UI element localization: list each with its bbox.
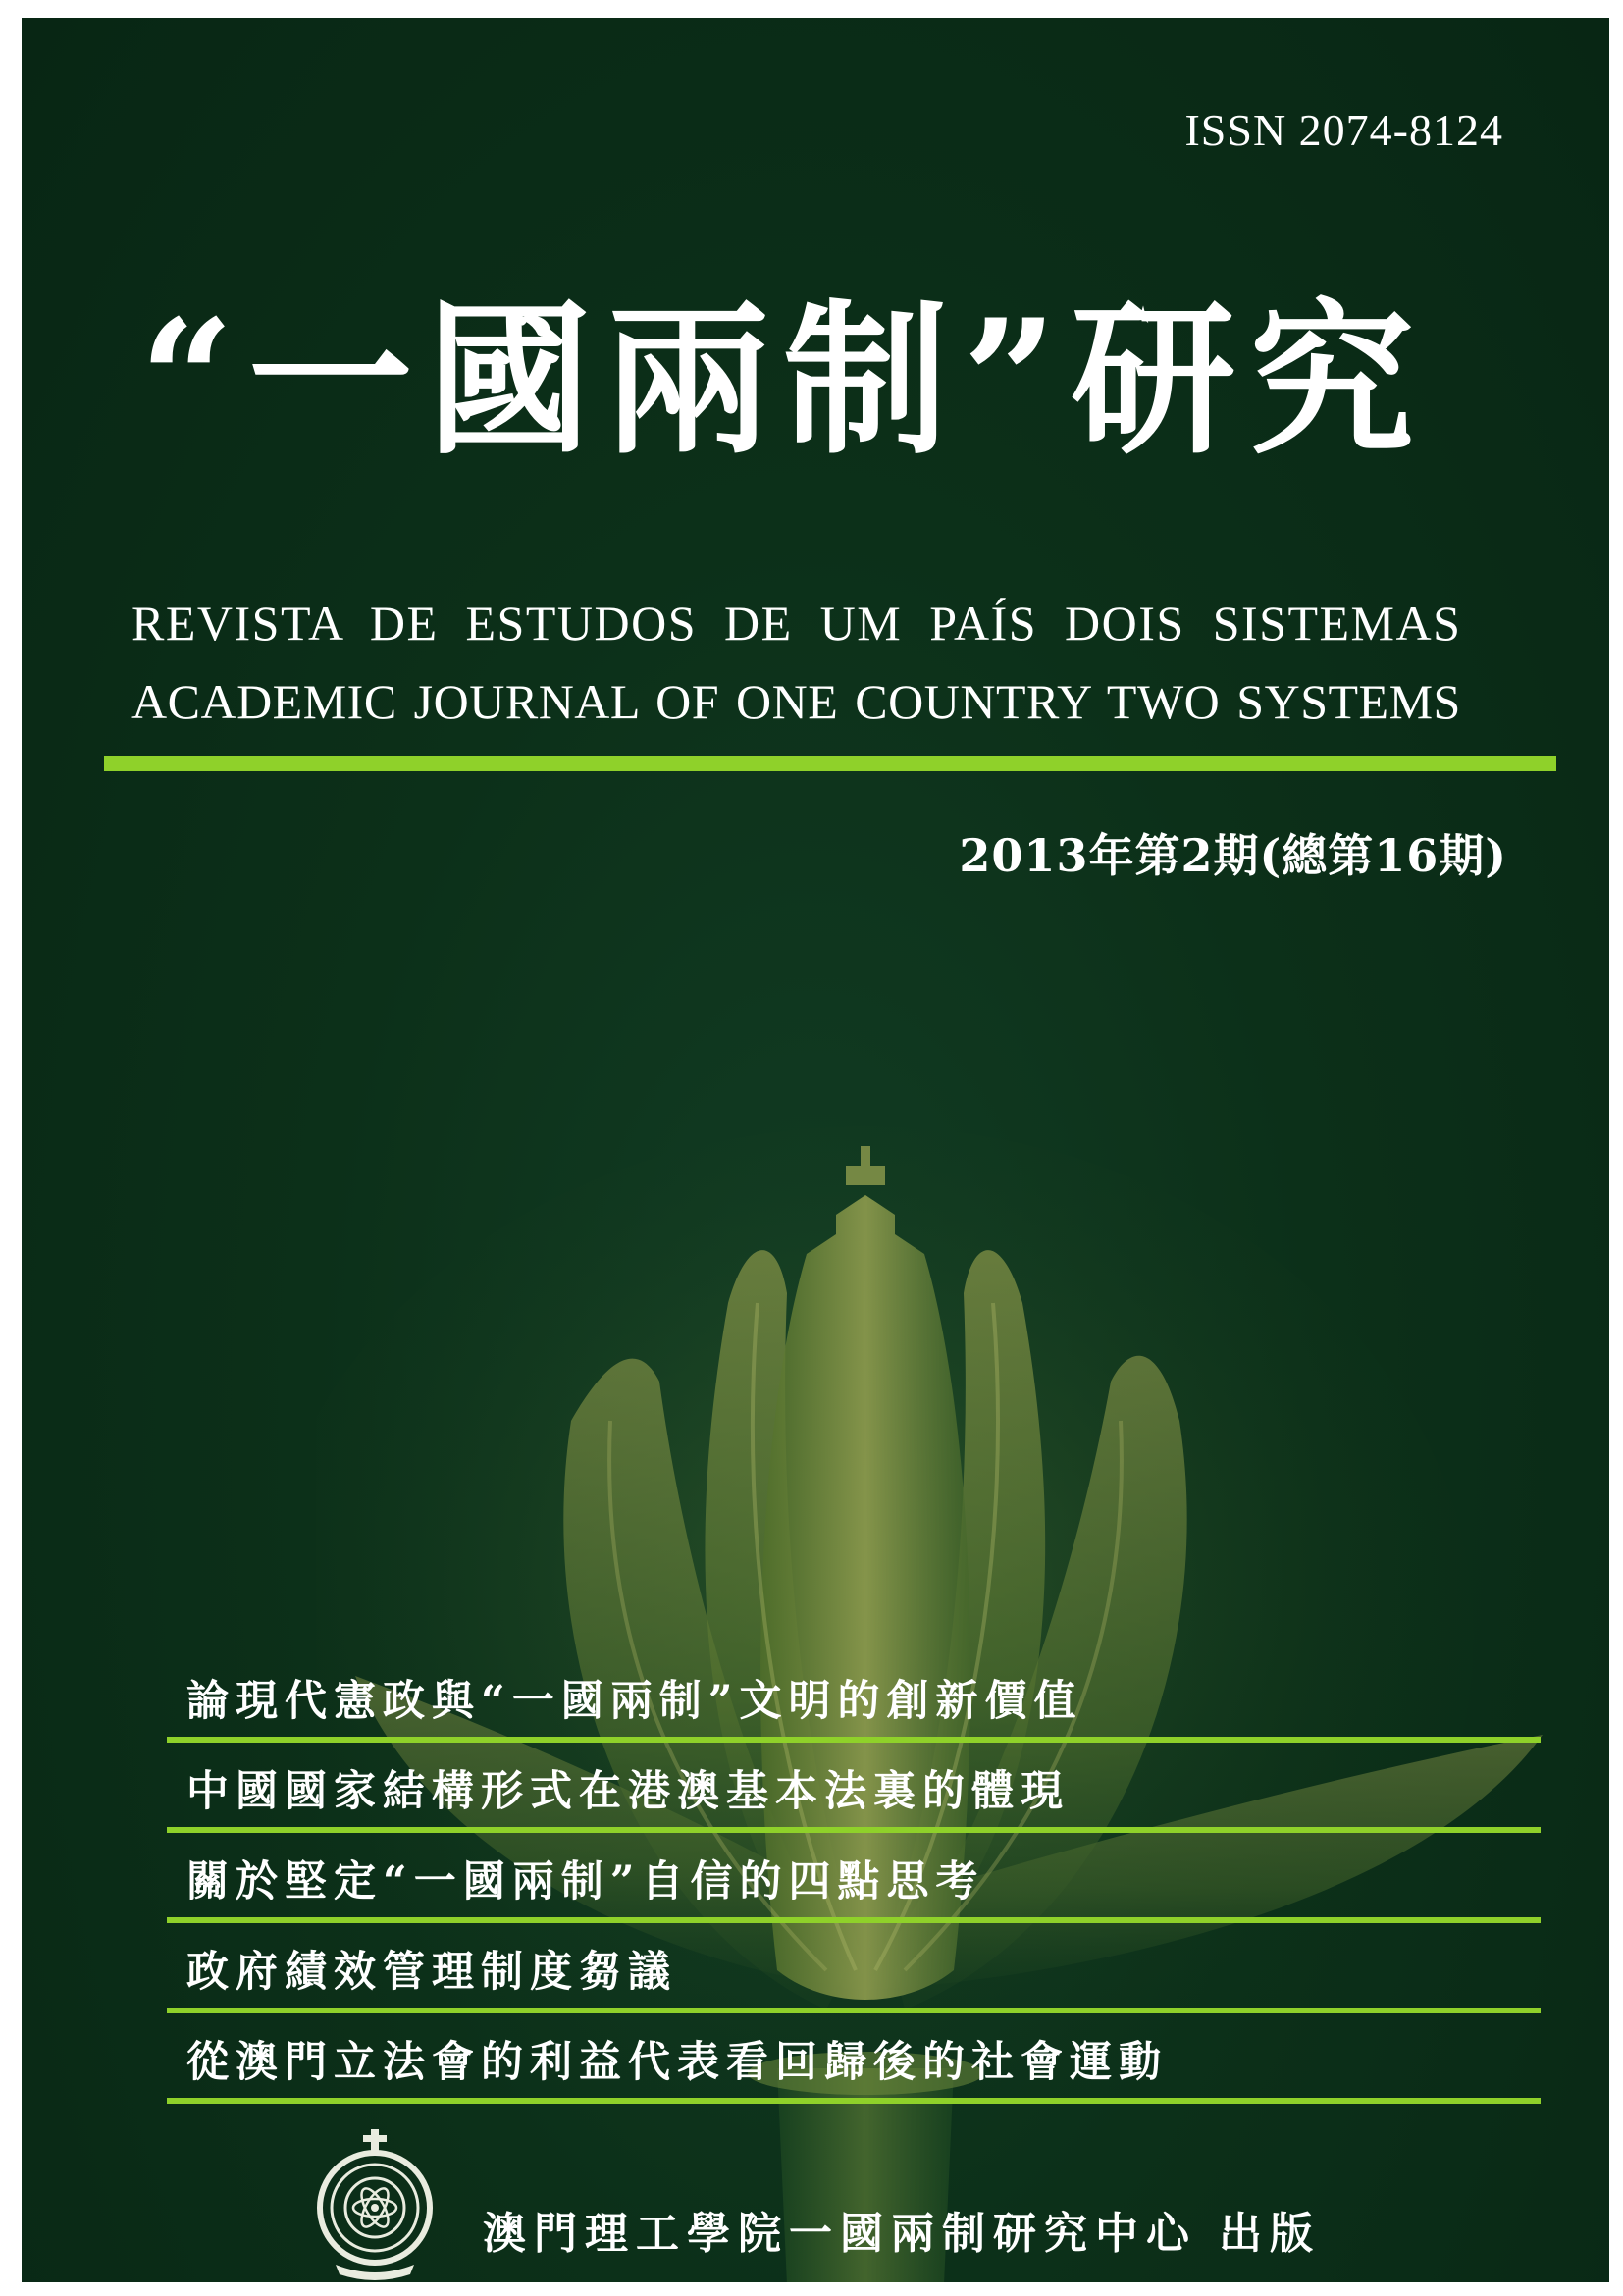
journal-cover [22, 18, 1609, 2282]
publisher-suffix: 出版 [1219, 2209, 1321, 2259]
journal-title-english: ACADEMIC JOURNAL OF ONE COUNTRY TWO SYSTEMS [131, 674, 1461, 729]
article-title: 從澳門立法會的利益代表看回歸後的社會運動 [186, 2038, 1168, 2087]
title-divider [104, 756, 1556, 771]
list-item [167, 1929, 1556, 2019]
issue-number: 2013年第2期(總第16期) [959, 829, 1507, 882]
featured-articles-list [167, 1658, 1556, 2110]
journal-title-chinese: “一國兩制”研究 [139, 283, 1429, 477]
list-item [167, 1658, 1556, 1748]
publisher-name: 澳門理工學院一國兩制研究中心 [483, 2209, 1197, 2259]
article-title: 中國國家結構形式在港澳基本法裏的體現 [186, 1767, 1070, 1816]
article-title: 政府績效管理制度芻議 [186, 1948, 677, 1997]
article-divider [167, 2008, 1541, 2013]
article-divider [167, 1917, 1541, 1923]
article-title: 關於堅定“一國兩制”自信的四點思考 [186, 1857, 985, 1906]
article-divider [167, 1827, 1541, 1833]
article-title: 論現代憲政與“一國兩制”文明的創新價值 [186, 1677, 1083, 1726]
list-item [167, 1748, 1556, 1839]
institute-emblem-icon [306, 2127, 444, 2282]
issn-number: ISSN 2074-8124 [1184, 105, 1503, 155]
journal-title-portuguese: REVISTA DE ESTUDOS DE UM PAÍS DOIS SISTEMAS [131, 596, 1462, 651]
article-divider [167, 1737, 1541, 1743]
publisher-line [483, 2198, 1321, 2261]
list-item [167, 1839, 1556, 1929]
article-divider [167, 2098, 1541, 2104]
list-item [167, 2019, 1556, 2110]
